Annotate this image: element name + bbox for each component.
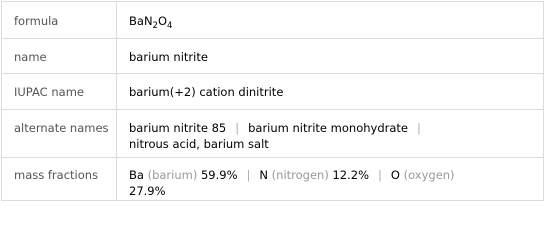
formula-part: Ba	[129, 14, 144, 28]
alternate-names-row	[2, 110, 544, 158]
alternate-names-label: alternate names	[2, 110, 117, 158]
formula-value	[117, 2, 544, 39]
element-name: (barium)	[147, 168, 198, 182]
element-symbol: N	[259, 168, 269, 182]
mass-fractions-value	[117, 158, 544, 201]
iupac-row	[2, 74, 544, 110]
alternate-name: nitrous acid, barium salt	[129, 137, 269, 151]
mass-fractions-label: mass fractions	[2, 158, 117, 201]
formula-row	[2, 2, 544, 39]
alternate-name: barium nitrite monohydrate	[248, 121, 408, 135]
formula-label: formula	[2, 2, 117, 39]
element-percent: 12.2%	[332, 168, 370, 182]
separator: |	[246, 168, 251, 182]
element-symbol: O	[390, 168, 400, 182]
element-symbol: Ba	[129, 168, 144, 182]
name-value: barium nitrite	[117, 39, 544, 74]
element-percent: 59.9%	[200, 168, 238, 182]
iupac-value: barium(+2) cation dinitrite	[117, 74, 544, 110]
formula-subscript: 2	[152, 21, 158, 31]
alternate-name: barium nitrite 85	[129, 121, 227, 135]
mass-fractions-row	[2, 158, 544, 201]
alternate-names-value	[117, 110, 544, 158]
iupac-label: IUPAC name	[2, 74, 117, 110]
element-name: (nitrogen)	[271, 168, 329, 182]
formula-subscript: 4	[167, 21, 173, 31]
name-label: name	[2, 39, 117, 74]
element-name: (oxygen)	[403, 168, 455, 182]
formula-part: O	[157, 14, 168, 28]
name-row	[2, 39, 544, 74]
separator: |	[416, 121, 421, 135]
separator: |	[235, 121, 240, 135]
formula-part: N	[143, 14, 153, 28]
separator: |	[378, 168, 382, 182]
properties-table	[1, 1, 544, 201]
element-percent: 27.9%	[129, 184, 166, 198]
